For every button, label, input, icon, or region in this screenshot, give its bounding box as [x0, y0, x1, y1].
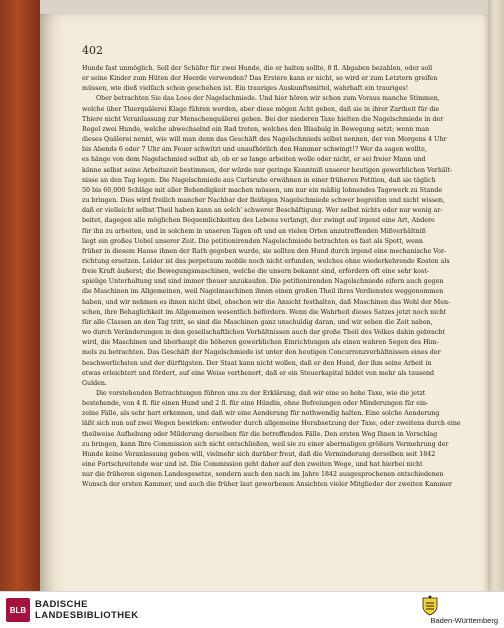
library-name-line2: LANDESBIBLIOTHEK [35, 610, 139, 621]
text-line: müssen, wie dieß vielfach schon geschehen ist. Ein trauriges Auskunftsmittel, wahrhaft ein trauriges! [82, 85, 409, 93]
paragraph [82, 94, 486, 389]
text-line: Thiere nicht Veranlassung zur Menschenquälerei geben. Bei der niederen Taxe hielten die Nagelschmiede in der [82, 115, 444, 123]
text-line: 50 bis 60,000 Schläge mit aller Behendigkeit machen müssen, um nur ein mäßig lohnendes Tagewerk zu Stande [82, 186, 443, 194]
text-line: wird, die Maschinen und überhaupt die höheren gewerblichen Einrichtungen als einen wahren Segen des Him- [82, 339, 439, 347]
text-line: eine Fortschreitende war und ist. Die Commission geht daher auf den zweiten Wege, und hat hierbei nicht [82, 461, 423, 469]
paragraph [82, 389, 486, 491]
text-line: liegt ein großes Uebel unserer Zeit. Die petitionirenden Nagelschmiede betrachten es fast als Spott, wenn [82, 237, 423, 245]
text-line: läßt sich nun auf zwei Wegen bewirken: entweder durch allgemeine Herabsetzung der Taxe, oder zweitens durch eine [82, 420, 461, 428]
text-line: schen, ihre Behaglichkeit im Allgemeinen wesentlich befördern. Wenn die Wahrheit dieses Satzes jetzt noch nicht [82, 308, 447, 316]
text-line: zelne Fälle, als sehr hart erkennen, und daß wir eine Aenderung für nothwendig halten. Eine solche Aenderung [82, 410, 440, 418]
text-line: welche über Thierquälerei Klage führen werden, aber diese mögen Acht geben, daß sie in ihrer Zartheit für die [82, 105, 440, 113]
text-line: es hänge von dem Nagelschmied selbst ab, ob er so lange arbeiten wolle oder nicht, er sei freier Mann und [82, 156, 426, 164]
text-line: etwas erleichtert und fördert, auf eine Weise verthenert, daß er ein Steuerkapital bildet von mehr als tausend [82, 369, 435, 377]
text-line: für alle Classen an den Tag tritt, so sind die Maschinen ganz unschuldig daran, und wir sehen die Zeit nahen, [82, 318, 433, 326]
text-line: beitet, dagegen alle möglichen Bequemlichkeiten des Lebens verlangt, der zwingt auf irgend eine Art, Andere [82, 217, 435, 225]
text-line: haben, und wir nehmen es ihnen nicht übel, obschon wir die Ansicht festhalten, daß Maschinen das Wohl der Men- [82, 298, 451, 306]
text-line: Hunde fast unmöglich. Soll der Schäfer für zwei Hunde, die er halten sollte, 8 fl. Abgaben bezahlen, oder soll [82, 65, 433, 72]
text-line: Wunsch der ersten Kammer, und auch die früher laut geworbenen Ansichten vieler Mitglieder der zweiten Kammer [82, 481, 453, 489]
text-line: bestehende, von 4 fl. für einen Hund und 2 fl. für eine Hündin, ohne Befreiungen oder Minderungen für ein- [82, 400, 429, 408]
coat-of-arms-icon [420, 595, 440, 617]
page-edges [488, 0, 504, 628]
text-line: für ihn zu arbeiten, und in solchem in unseren Tagen oft und an vielen Orten anzutreffenden Mißverhältniß [82, 227, 426, 235]
text-line: bis Abends 6 oder 7 Uhr am Feuer schwitzt und unaufhörlich den Hammer schwingt!? Wer da sagen wollte, [82, 146, 427, 154]
text-line: könne selbst seine Arbeitszeit bestimmen, der würde nur geringe Kenntniß unserer heutigen gewerblichen Verhält- [82, 166, 453, 174]
text-line: Gulden. [82, 379, 107, 387]
footer-bar [0, 591, 504, 628]
text-line: zu bringen, kann Ihre Commission sich nicht entschließen, weil sie zu einer abermaligen größern Vermehrung der [82, 440, 449, 448]
library-name-line1: BADISCHE [35, 599, 88, 610]
text-line: er seine Kinder zum Hüten der Heerde verwenden? Das Erstere kann er nicht, so wird er zum Letztern greifen [82, 75, 438, 83]
text-line: nur die früheren eigenen Landesgesetze, sondern auch den nach im Jahre 1842 ausgesprochenen entschiedenen [82, 471, 444, 479]
text-line: spielige Unterhaltung und sind immer theuer anzukaufen. Die petitionirenden Nagelschmiede eifern auch gegen [82, 278, 444, 286]
text-line: zu bringen. Dies wird freilich mancher Nachbar der fleißigen Nagelschmiede schwer begreifen und nicht wissen, [82, 197, 445, 205]
text-line: richtung ersetzen. Leider ist das perpetuum mobile noch nicht erfunden, welches ohne wiederkehrende Kosten als [82, 257, 450, 265]
text-line: nisse an den Tag legen. Die Nagelschmiede aus Carlsruhe erwähnen in einer früheren Petition, daß sie täglich [82, 176, 436, 184]
text-line: Hunde keine Veranlassung geben will, vielmehr sich darüber freut, daß die Verminderung derselben seit 1842 [82, 450, 436, 458]
paragraph [82, 64, 486, 94]
state-name: Baden-Württemberg [430, 616, 498, 625]
page-text [82, 64, 486, 491]
text-line: beschwerlichsten und der dürftigsten. Der Staat kann nicht wollen, daß er den Hund, der ihm seine Arbeit in [82, 359, 432, 367]
text-line: Regel zwei Hunde, welche abwechselnd ein Rad treten, welches den Blasbalg in Bewegung setzt; wenn man [82, 125, 430, 133]
text-line: mels zu betrachten. Das Geschäft der Nagelschmiede ist unter den heutigen Concurrenzverhältnissen eines der [82, 349, 441, 357]
text-line: früher in diesem Hause ihnen der Rath gegeben wurde, sie sollten den Hund durch irgend eine mechanische Vor- [82, 247, 447, 255]
book-spine [0, 0, 40, 628]
text-line: freie Kraft äußerst; die Bewegungsmaschinen, welche die unsern bekannt sind, erfordern oft eine sehr kost- [82, 268, 429, 276]
text-line: wo durch Veränderungen in den gesellschaftlichen Verhältnissen auch der große Theil des Volkes dahin gebracht [82, 329, 445, 337]
text-line: Ober betrachten Sie das Loos der Nagelschmiede. Und hier hören wir schon zum Voraus manche Stimmen, [96, 95, 440, 103]
text-line: die Maschinen im Allgemeinen, weil Nagelmaschinen ihnen einen großen Theil ihres Verdienstes weggenommen [82, 288, 444, 296]
page-number: 402 [82, 44, 103, 57]
text-line: daß er vielleicht selbst Theil haben kann an solch' schwerer Beschäftigung. Wer selbst nichts oder nur wenig ar- [82, 207, 443, 215]
library-name[interactable] [35, 599, 139, 621]
text-line: Die vorstehenden Betrachtungen führen uns zu der Erklärung, daß wir eine so hohe Taxe, wie die jetzt [96, 390, 426, 397]
text-line: dieses Quälerei nennt, wie will man denn das Geschäft des Nagelschmieds selbst nennen, der von Morgens 4 Uhr [82, 136, 447, 144]
text-line: theilweise Aufhebung oder Milderung derselben für die betreffenden Fälle. Den ersten Weg Ihnen in Vorschlag [82, 430, 438, 438]
blb-logo[interactable]: BLB [6, 598, 30, 622]
